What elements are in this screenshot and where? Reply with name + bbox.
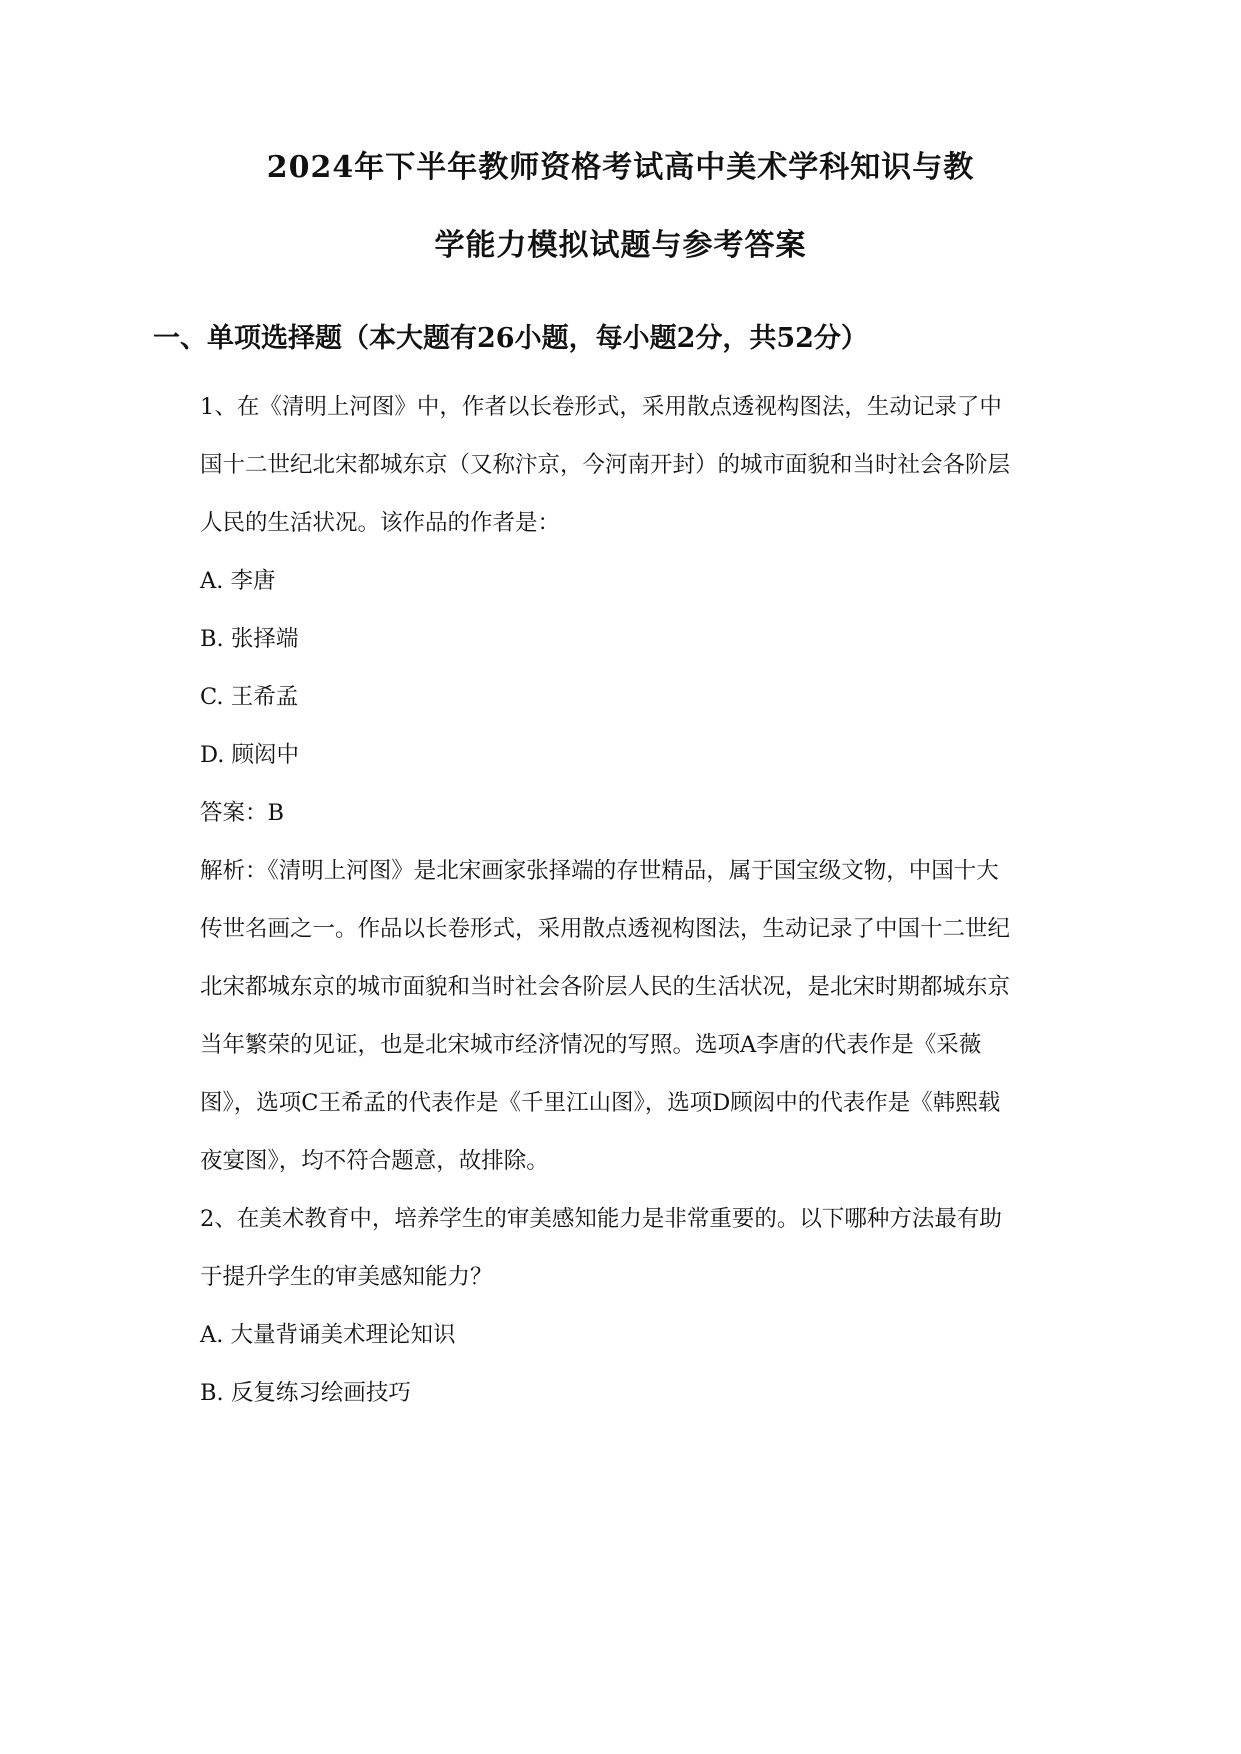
analysis-line: 图》，选项C王希孟的代表作是《千里江山图》，选项D顾闳中的代表作是《韩熙载 bbox=[200, 1090, 1001, 1116]
section-heading: 一、单项选择题（本大题有26小题，每小题2分，共52分） bbox=[153, 323, 868, 354]
question-stem-line: 国十二世纪北宋都城东京（又称汴京，今河南开封）的城市面貌和当时社会各阶层 bbox=[200, 452, 1011, 478]
analysis-line: 解析：《清明上河图》是北宋画家张择端的存世精品，属于国宝级文物，中国十大 bbox=[200, 858, 999, 884]
question-stem-line: 人民的生活状况。该作品的作者是： bbox=[200, 510, 561, 536]
document-title-line-2: 学能力模拟试题与参考答案 bbox=[434, 228, 807, 263]
question-stem-line: 1、在《清明上河图》中，作者以长卷形式，采用散点透视构图法，生动记录了中 bbox=[200, 394, 1002, 420]
analysis-line: 夜宴图》，均不符合题意，故排除。 bbox=[200, 1148, 549, 1174]
option-b: B. 张择端 bbox=[200, 626, 299, 652]
option-b: B. 反复练习绘画技巧 bbox=[200, 1380, 411, 1406]
analysis-line: 当年繁荣的见证，也是北宋城市经济情况的写照。选项A李唐的代表作是《采薇 bbox=[200, 1032, 982, 1058]
option-a: A. 大量背诵美术理论知识 bbox=[200, 1322, 456, 1348]
analysis-line: 北宋都城东京的城市面貌和当时社会各阶层人民的生活状况，是北宋时期都城东京 bbox=[200, 974, 1011, 1000]
analysis-line: 传世名画之一。作品以长卷形式，采用散点透视构图法，生动记录了中国十二世纪 bbox=[200, 916, 1011, 942]
question-stem-line: 2、在美术教育中，培养学生的审美感知能力是非常重要的。以下哪种方法最有助 bbox=[200, 1206, 1002, 1232]
option-d: D. 顾闳中 bbox=[200, 742, 300, 768]
answer-line: 答案：B bbox=[200, 800, 285, 826]
document-title-line-1: 2024年下半年教师资格考试高中美术学科知识与教 bbox=[266, 150, 975, 185]
option-a: A. 李唐 bbox=[200, 568, 276, 594]
option-c: C. 王希孟 bbox=[200, 684, 299, 710]
question-stem-line: 于提升学生的审美感知能力？ bbox=[200, 1264, 493, 1290]
